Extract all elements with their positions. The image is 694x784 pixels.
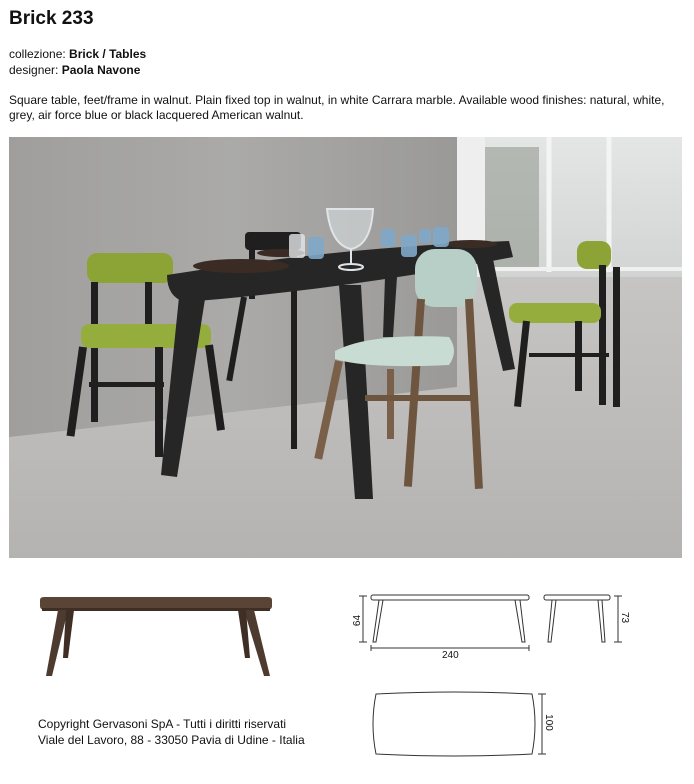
- designer-line: [9, 63, 140, 77]
- designer-value: Paola Navone: [61, 63, 141, 77]
- product-title: Brick 233: [9, 8, 94, 29]
- company-address: Viale del Lavoro, 88 - 33050 Pavia di Udine - Italia: [38, 733, 305, 747]
- collection-line: [9, 47, 146, 61]
- plan-view-drawing: [366, 688, 556, 768]
- copyright-block: [38, 716, 305, 748]
- collection-label: collezione:: [9, 47, 66, 61]
- room-photo: [9, 137, 682, 558]
- designer-label: designer:: [9, 63, 59, 77]
- product-description: Square table, feet/frame in walnut. Plain fixed top in walnut, in white Carrara marble. Available wood finishes: natural, white, grey, air force blue or black lacquered American walnut.: [9, 93, 665, 122]
- dim-side-height: 73: [619, 611, 631, 624]
- plate: [445, 240, 497, 248]
- dim-length: 240: [442, 650, 459, 661]
- copyright-text: Copyright Gervasoni SpA - Tutti i diritti riservati: [38, 717, 287, 731]
- product-image: [36, 592, 276, 682]
- dim-depth: 100: [542, 714, 554, 731]
- dim-height: 64: [352, 614, 364, 627]
- side-elevation-drawing: [540, 590, 630, 655]
- plate: [193, 259, 289, 273]
- collection-value: Brick / Tables: [69, 47, 147, 61]
